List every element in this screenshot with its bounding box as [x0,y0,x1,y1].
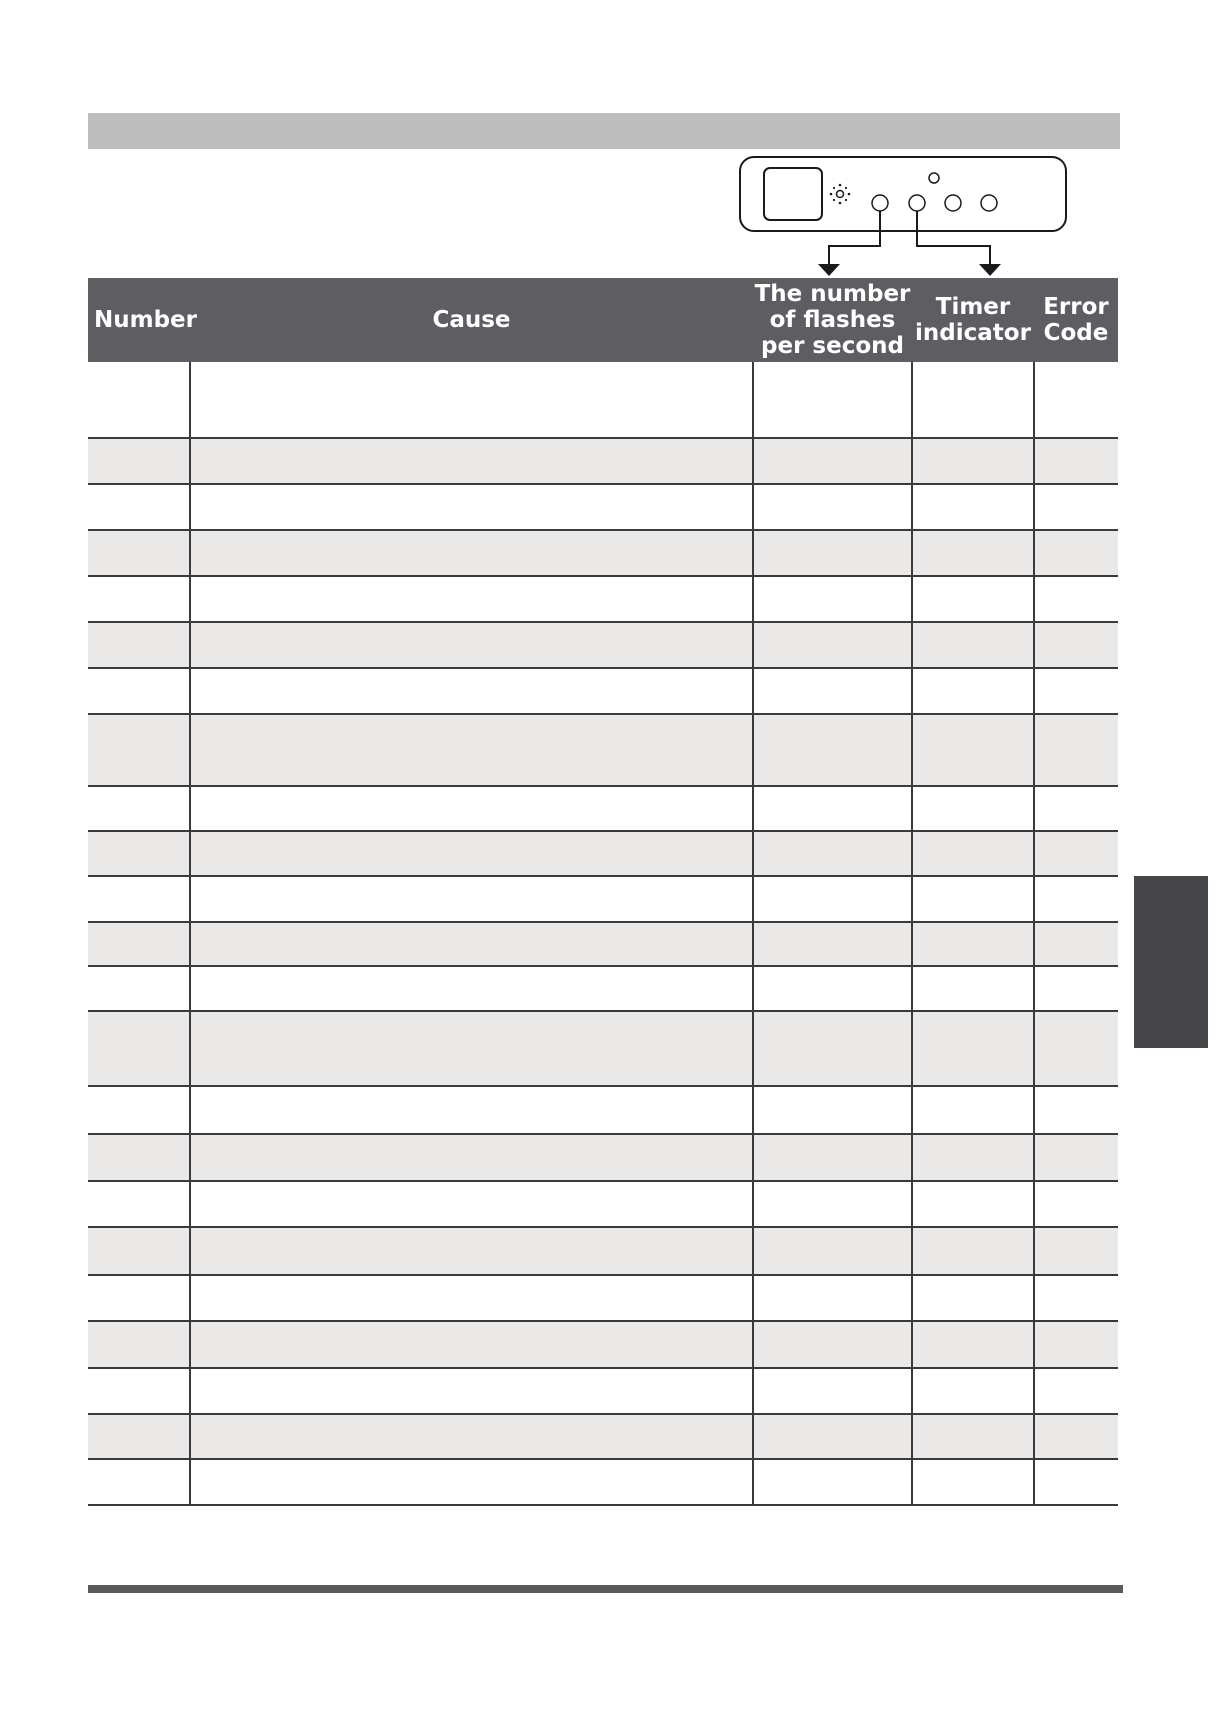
number-cell [88,1134,190,1181]
timer-cell [912,1368,1034,1414]
cause-cell [190,1086,753,1134]
number-cell [88,1227,190,1275]
table-row [88,876,1118,922]
flashes-cell [753,1275,912,1321]
cause-cell [190,1227,753,1275]
cause-cell [190,1011,753,1086]
number-cell [88,1275,190,1321]
table-row [88,831,1118,876]
cause-cell [190,576,753,622]
timer-arrow-line [917,211,990,266]
flashes-cell [753,1368,912,1414]
timer-cell [912,831,1034,876]
table-row [88,438,1118,484]
timer-cell [912,362,1034,438]
flashes-cell [753,668,912,714]
header-error-line-1: Error [1043,294,1109,320]
timer-cell [912,1275,1034,1321]
timer-cell [912,1134,1034,1181]
cause-cell [190,1321,753,1368]
cause-cell [190,622,753,668]
sensor-icon [830,184,851,205]
timer-cell [912,1086,1034,1134]
error-code-cell [1034,362,1118,438]
flashes-cell [753,576,912,622]
number-cell [88,786,190,831]
flashes-cell [753,484,912,530]
error-code-cell [1034,484,1118,530]
table-row [88,714,1118,786]
table-row [88,786,1118,831]
error-code-cell [1034,786,1118,831]
cause-cell [190,786,753,831]
indicator-led-3 [945,195,961,211]
timer-cell [912,622,1034,668]
table-row [88,1414,1118,1459]
number-cell [88,622,190,668]
header-cause: Cause [190,278,753,362]
error-code-cell [1034,668,1118,714]
error-code-cell [1034,1011,1118,1086]
table-row [88,1134,1118,1181]
number-cell [88,484,190,530]
bottom-rule [88,1585,1123,1593]
error-code-cell [1034,1134,1118,1181]
table-row [88,668,1118,714]
error-code-cell [1034,1275,1118,1321]
error-code-cell [1034,922,1118,966]
flashes-cell [753,786,912,831]
flashes-cell [753,438,912,484]
error-code-cell [1034,966,1118,1011]
cause-cell [190,1134,753,1181]
header-flashes-line-2: of flashes [769,307,896,333]
table-row [88,1181,1118,1227]
timer-cell [912,786,1034,831]
error-code-cell [1034,1086,1118,1134]
timer-cell [912,1414,1034,1459]
error-code-cell [1034,831,1118,876]
number-cell [88,530,190,576]
table-row [88,530,1118,576]
number-cell [88,1011,190,1086]
display-panel-outline [740,157,1066,231]
cause-cell [190,530,753,576]
error-code-cell [1034,1321,1118,1368]
timer-indicator-led [909,195,925,211]
flashes-cell [753,622,912,668]
table-row [88,1275,1118,1321]
cause-cell [190,1275,753,1321]
run-indicator-led [872,195,888,211]
cause-cell [190,484,753,530]
error-code-cell [1034,1227,1118,1275]
table-row [88,966,1118,1011]
receiver-window [764,168,822,220]
flashes-cell [753,831,912,876]
timer-cell [912,530,1034,576]
flashes-arrow-head [818,264,840,276]
cause-cell [190,1459,753,1505]
header-flashes-line-3: per second [761,333,904,359]
number-cell [88,966,190,1011]
error-code-cell [1034,530,1118,576]
timer-cell [912,668,1034,714]
header-error [1034,278,1118,362]
header-flashes-line-1: The number [754,281,911,307]
timer-cell [912,966,1034,1011]
timer-cell [912,438,1034,484]
error-code-cell [1034,876,1118,922]
flashes-cell [753,1227,912,1275]
timer-cell [912,576,1034,622]
cause-cell [190,362,753,438]
flashes-cell [753,922,912,966]
table-row [88,622,1118,668]
header-number: Number [88,278,190,362]
cause-cell [190,966,753,1011]
table-row [88,1086,1118,1134]
timer-cell [912,1181,1034,1227]
flashes-cell [753,1086,912,1134]
table-row [88,1227,1118,1275]
section-side-tab [1134,876,1208,1048]
table-row [88,1321,1118,1368]
flashes-cell [753,966,912,1011]
cause-cell [190,1181,753,1227]
table-row [88,362,1118,438]
flashes-arrow-line [829,211,880,266]
number-cell [88,1414,190,1459]
table-row [88,922,1118,966]
header-timer [912,278,1034,362]
timer-cell [912,1011,1034,1086]
number-cell [88,438,190,484]
top-indicator-led [929,173,939,183]
error-code-cell [1034,714,1118,786]
error-code-cell [1034,576,1118,622]
number-cell [88,362,190,438]
flashes-cell [753,1321,912,1368]
error-code-cell [1034,622,1118,668]
number-cell [88,1368,190,1414]
number-cell [88,1321,190,1368]
flashes-cell [753,876,912,922]
flashes-cell [753,714,912,786]
error-code-cell [1034,438,1118,484]
cause-cell [190,714,753,786]
number-cell [88,922,190,966]
flashes-cell [753,1134,912,1181]
table-row [88,1011,1118,1086]
error-code-cell [1034,1368,1118,1414]
cause-cell [190,1414,753,1459]
header-flashes [753,278,912,362]
number-cell [88,876,190,922]
flashes-cell [753,362,912,438]
timer-cell [912,876,1034,922]
cause-cell [190,831,753,876]
header-error-line-2: Code [1043,320,1109,346]
timer-cell [912,484,1034,530]
indicator-led-4 [981,195,997,211]
flashes-cell [753,1011,912,1086]
table-row [88,484,1118,530]
flashes-cell [753,1181,912,1227]
header-timer-line-1: Timer [935,294,1011,320]
table-header-row [88,278,1118,362]
timer-cell [912,1227,1034,1275]
error-code-cell [1034,1459,1118,1505]
cause-cell [190,922,753,966]
cause-cell [190,438,753,484]
table-body [88,362,1118,1505]
table-row [88,576,1118,622]
flashes-cell [753,530,912,576]
flashes-cell [753,1414,912,1459]
error-code-cell [1034,1414,1118,1459]
error-code-table [88,278,1118,1506]
number-cell [88,1086,190,1134]
timer-cell [912,714,1034,786]
timer-cell [912,922,1034,966]
flashes-cell [753,1459,912,1505]
cause-cell [190,668,753,714]
timer-cell [912,1459,1034,1505]
number-cell [88,668,190,714]
number-cell [88,714,190,786]
number-cell [88,1181,190,1227]
timer-arrow-head [979,264,1001,276]
table-row [88,1459,1118,1505]
timer-cell [912,1321,1034,1368]
cause-cell [190,876,753,922]
table-row [88,1368,1118,1414]
number-cell [88,1459,190,1505]
section-title-bar [88,113,1120,149]
error-code-cell [1034,1181,1118,1227]
number-cell [88,831,190,876]
cause-cell [190,1368,753,1414]
header-timer-line-2: indicator [915,320,1031,346]
number-cell [88,576,190,622]
